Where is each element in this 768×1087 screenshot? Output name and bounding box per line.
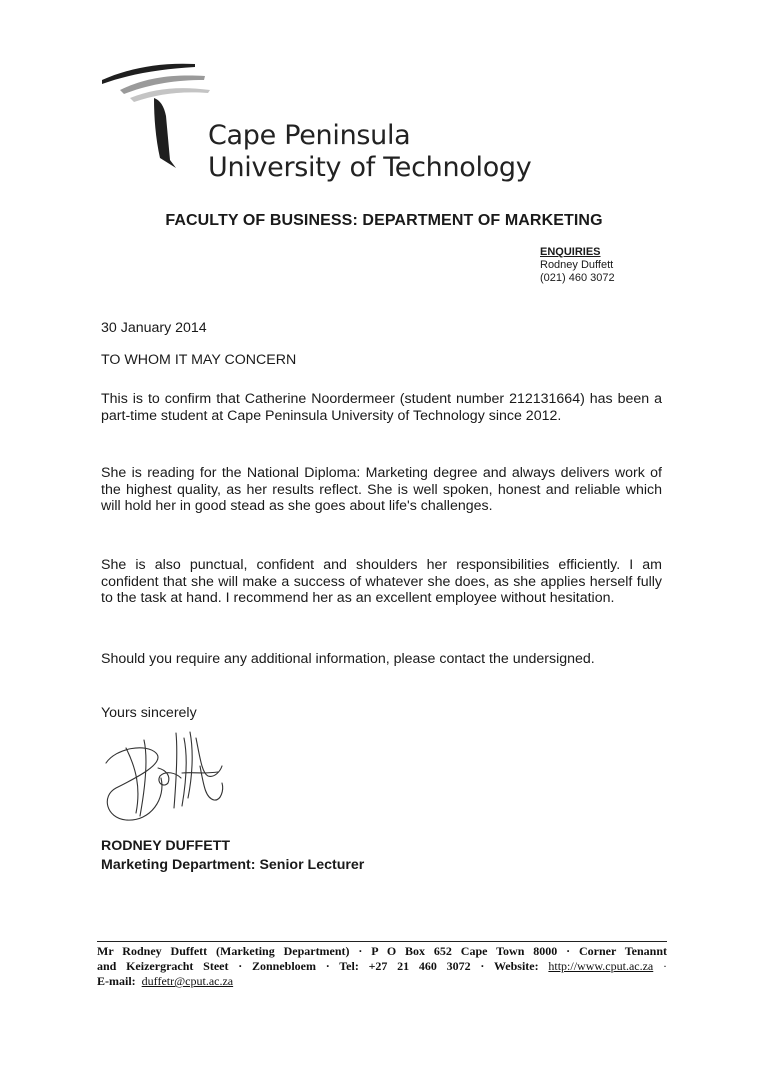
email-link[interactable]: duffetr@cput.ac.za: [141, 974, 234, 988]
footer-separator: ·: [663, 959, 668, 973]
website-link[interactable]: http://www.cput.ac.za: [548, 959, 654, 973]
signer-name: RODNEY DUFFETT: [101, 838, 231, 854]
footer-line-address: Mr Rodney Duffett (Marketing Department) · P O Box 652 Cape Town 8000 · Corner Tenannt: [97, 944, 667, 958]
letter-paragraph: Should you require any additional information, please contact the undersigned.: [101, 651, 595, 667]
footer-line-contact: [97, 959, 667, 974]
email-label: E-mail:: [97, 974, 136, 988]
footer-contact-text: and Keizergracht Steet · Zonnebloem · Tel: +27 21 460 3072 · Website:: [97, 959, 539, 973]
signer-title: Marketing Department: Senior Lecturer: [101, 857, 365, 873]
letter-paragraph: She is reading for the National Diploma: Marketing degree and always delivers work of the highest quality, as her results reflect. She is well spoken, honest and reliable which will hold her in good stead as she goes about life's challenges.: [101, 465, 662, 514]
letter-paragraph: She is also punctual, confident and shoulders her responsibilities efficiently. I am confident that she will make a success of whatever she does, as she applies herself fully to the task at hand. I recommend her as an excellent employee without hesitation.: [101, 557, 662, 606]
signature-icon: [96, 728, 246, 828]
letter-date: 30 January 2014: [101, 320, 207, 336]
enquiries-label: ENQUIRIES: [540, 246, 601, 258]
enquiries-phone: (021) 460 3072: [540, 272, 615, 284]
letter-closing: Yours sincerely: [101, 705, 197, 721]
university-name-line2: University of Technology: [208, 152, 532, 183]
footer-line-email: [97, 974, 667, 989]
university-name-line1: Cape Peninsula: [208, 120, 411, 151]
enquiries-block: [540, 246, 615, 285]
department-title: FACULTY OF BUSINESS: DEPARTMENT OF MARKETING: [165, 212, 603, 229]
enquiries-name: Rodney Duffett: [540, 259, 614, 271]
letter-paragraph: This is to confirm that Catherine Noordermeer (student number 212131664) has been a part-time student at Cape Peninsula University of Technology since 2012.: [101, 391, 662, 424]
footer-divider: [97, 941, 667, 942]
letter-salutation: TO WHOM IT MAY CONCERN: [101, 352, 297, 368]
footer-contact: [97, 944, 667, 989]
university-logo-icon: [100, 60, 210, 180]
